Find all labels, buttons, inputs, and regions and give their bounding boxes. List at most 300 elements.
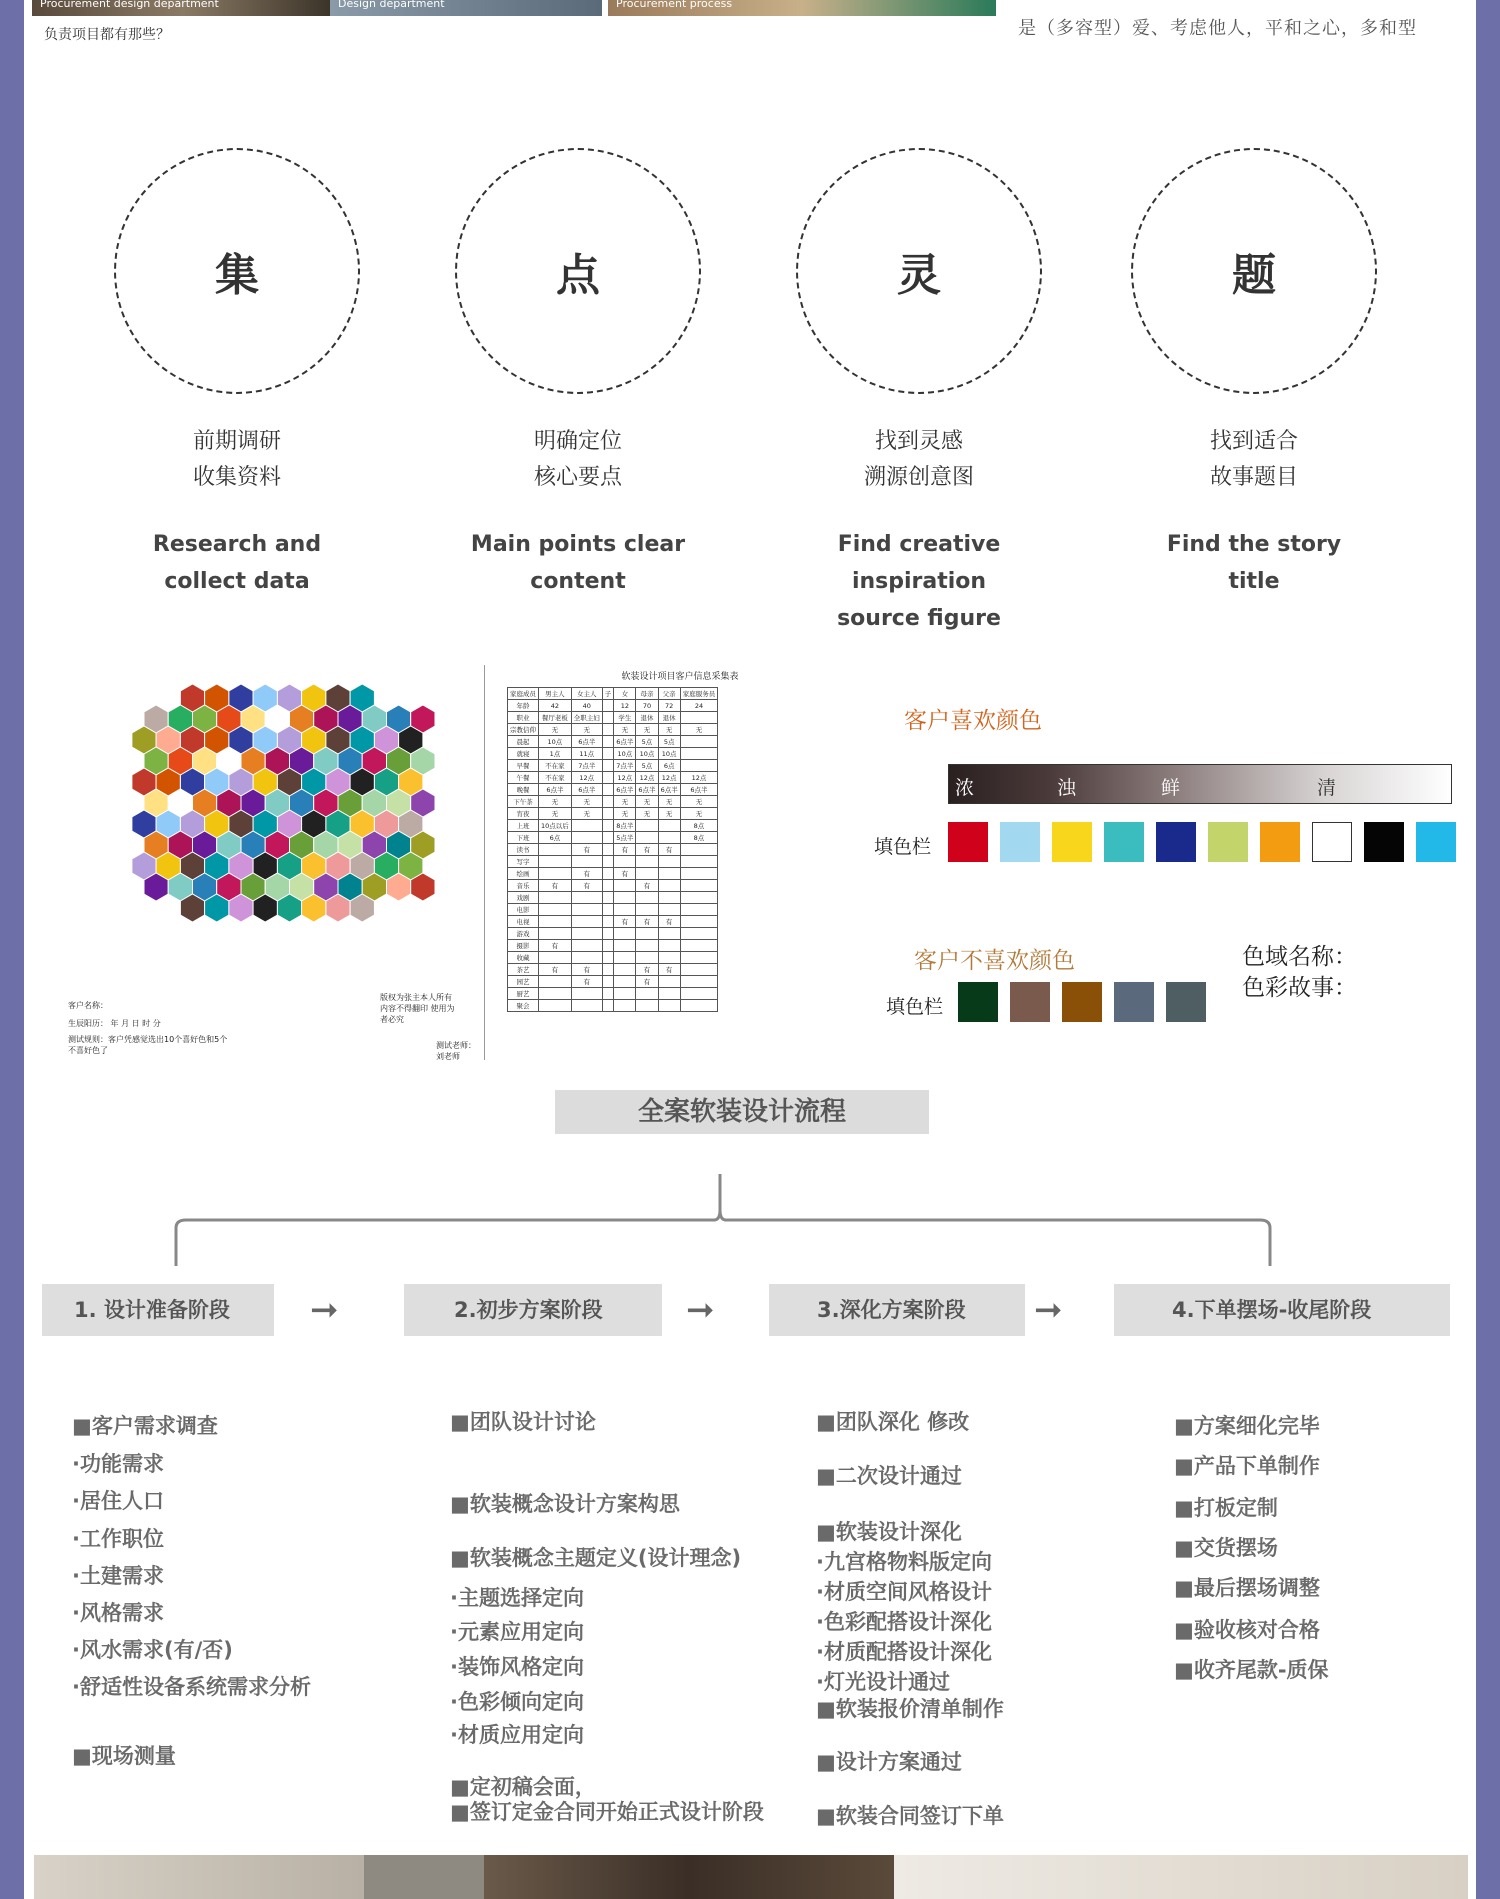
like-swatch: [1260, 822, 1300, 862]
list-item: ·元素应用定向: [450, 1620, 584, 1644]
form-cell: 10点: [539, 736, 572, 748]
form-cell: [658, 892, 680, 904]
list-item: ■验收核对合格: [1174, 1618, 1320, 1642]
form-cell: [680, 976, 718, 988]
form-cell: 6点半: [614, 784, 636, 796]
thumb-procurement-design: [32, 0, 334, 16]
form-cell: [658, 1000, 680, 1012]
list-item: ■定初稿会面，: [450, 1775, 596, 1799]
form-cell: [571, 832, 602, 844]
form-cell: 聚会: [508, 1000, 539, 1012]
stage-4: 4.下单摆场-收尾阶段: [1114, 1284, 1450, 1336]
form-cell: 有: [571, 964, 602, 976]
form-row: [508, 892, 718, 904]
like-swatch: [948, 822, 988, 862]
likes-title: 客户喜欢颜色: [904, 708, 1042, 734]
form-cell: [602, 796, 614, 808]
form-cell: 6点半: [571, 736, 602, 748]
form-cell: 7点半: [571, 760, 602, 772]
form-cell: 5点: [636, 760, 658, 772]
step-circle-collect: [114, 148, 360, 394]
list-item: ■软装概念设计方案构思: [450, 1492, 680, 1516]
form-cell: [602, 904, 614, 916]
dislike-swatch: [1166, 982, 1206, 1022]
process-title: 全案软装设计流程: [555, 1090, 929, 1134]
form-cell: [614, 880, 636, 892]
form-cell: [539, 1000, 572, 1012]
form-title: 软装设计项目客户信息采集表: [621, 672, 739, 682]
step-cn-text: 前期调研 收集资料: [192, 429, 281, 490]
list-item: ■二次设计通过: [816, 1464, 962, 1488]
form-cell: [602, 856, 614, 868]
grad-label: 鲜: [1161, 777, 1181, 799]
step-circle-point: [455, 148, 701, 394]
step-cn-text: 找到灵感 溯源创意图: [863, 429, 974, 490]
form-cell: 无: [680, 808, 718, 820]
thumb-caption: Procurement design department: [40, 0, 219, 10]
dislike-swatch: [958, 982, 998, 1022]
form-cell: [571, 928, 602, 940]
form-cell: 无: [571, 724, 602, 736]
dislikes-title: 客户不喜欢颜色: [914, 948, 1075, 974]
form-cell: [602, 976, 614, 988]
form-cell: [636, 832, 658, 844]
form-cell: [680, 856, 718, 868]
step-en-text: Find the story title: [1166, 532, 1342, 594]
form-cell: 有: [571, 868, 602, 880]
form-cell: [539, 904, 572, 916]
form-cell: 下班: [508, 832, 539, 844]
step-char: 灵: [897, 250, 941, 301]
form-cell: 早餐: [508, 760, 539, 772]
bottom-photo: [34, 1855, 364, 1899]
form-cell: 职业: [508, 712, 539, 724]
form-cell: 6点半: [658, 784, 680, 796]
form-cell: [602, 964, 614, 976]
form-cell: 6点半: [680, 784, 718, 796]
list-item: ·材质应用定向: [450, 1723, 584, 1747]
form-cell: 晨起: [508, 736, 539, 748]
hex-teacher: 测试老师：刘老师: [436, 1041, 476, 1061]
form-cell: [539, 952, 572, 964]
form-row: [508, 916, 718, 928]
form-cell: 无: [571, 796, 602, 808]
color-story-label: 色彩故事：: [1242, 975, 1357, 1001]
form-row: [508, 688, 718, 700]
form-cell: [680, 868, 718, 880]
bottom-photo: [484, 1855, 894, 1899]
form-row: [508, 832, 718, 844]
form-cell: 戏剧: [508, 892, 539, 904]
thumb-caption: Design department: [338, 0, 445, 10]
form-cell: 无: [614, 796, 636, 808]
form-cell: [602, 748, 614, 760]
bottom-photo: [364, 1855, 484, 1899]
form-cell: [614, 952, 636, 964]
form-cell: 无: [680, 796, 718, 808]
form-cell: 绘画: [508, 868, 539, 880]
form-row: [508, 820, 718, 832]
form-cell: 宗教信仰: [508, 724, 539, 736]
form-cell: 退休: [636, 712, 658, 724]
form-cell: [602, 832, 614, 844]
form-cell: [614, 904, 636, 916]
dislike-swatch: [1114, 982, 1154, 1022]
arrow-icon: ➞: [1034, 1290, 1063, 1330]
form-cell: 70: [636, 700, 658, 712]
list-item: ·主题选择定向: [450, 1586, 584, 1610]
form-cell: [636, 856, 658, 868]
form-cell: [658, 820, 680, 832]
form-cell: 6点半: [571, 784, 602, 796]
form-cell: [658, 952, 680, 964]
list-item: ■软装合同签订下单: [816, 1804, 1004, 1828]
page: [24, 0, 1476, 1899]
form-cell: 有: [658, 916, 680, 928]
form-cell: [614, 964, 636, 976]
like-swatch: [1208, 822, 1248, 862]
list-item: ■最后摆场调整: [1174, 1576, 1320, 1600]
form-cell: 下午茶: [508, 796, 539, 808]
form-cell: [636, 952, 658, 964]
grad-label: 浓: [955, 777, 975, 799]
step-en-text: Find creative inspiration source figure: [837, 532, 1001, 631]
form-cell: 10点: [636, 748, 658, 760]
form-cell: [539, 988, 572, 1000]
form-cell: [680, 916, 718, 928]
form-cell: [658, 880, 680, 892]
form-cell: 有: [636, 976, 658, 988]
form-cell: [602, 928, 614, 940]
form-cell: [571, 1000, 602, 1012]
form-cell: [602, 772, 614, 784]
form-cell: 12点: [571, 772, 602, 784]
form-cell: 1点: [539, 748, 572, 760]
form-cell: 无: [614, 808, 636, 820]
like-swatch: [1052, 822, 1092, 862]
form-row: [508, 880, 718, 892]
form-cell: [602, 820, 614, 832]
form-cell: 电影: [508, 904, 539, 916]
form-cell: [636, 820, 658, 832]
likes-fill-label: 填色栏: [874, 836, 932, 858]
form-cell: [680, 1000, 718, 1012]
form-row: [508, 808, 718, 820]
form-row: [508, 976, 718, 988]
form-cell: [571, 904, 602, 916]
form-cell: [636, 1000, 658, 1012]
form-cell: [539, 844, 572, 856]
step-cn-text: 明确定位 核心要点: [533, 429, 622, 490]
form-cell: [680, 736, 718, 748]
grad-label: 浊: [1057, 777, 1077, 799]
form-cell: 12点: [614, 772, 636, 784]
form-row: [508, 712, 718, 724]
form-cell: [602, 736, 614, 748]
list-item: ·风格需求: [72, 1601, 164, 1625]
form-cell: 游戏: [508, 928, 539, 940]
form-row: [508, 724, 718, 736]
grad-label: 清: [1317, 777, 1337, 799]
form-row: [508, 988, 718, 1000]
color-domain-fields: [1242, 942, 1357, 1004]
form-cell: 退休: [658, 712, 680, 724]
list-item: ·工作职位: [72, 1527, 164, 1551]
form-cell: [680, 940, 718, 952]
form-cell: 读书: [508, 844, 539, 856]
form-cell: [539, 928, 572, 940]
like-swatch: [1312, 822, 1352, 862]
form-row: [508, 736, 718, 748]
form-row: [508, 904, 718, 916]
list-item: ·土建需求: [72, 1564, 164, 1588]
form-cell: 8点: [680, 832, 718, 844]
form-cell: 摄影: [508, 940, 539, 952]
form-cell: 5点: [636, 736, 658, 748]
list-item: ·装饰风格定向: [450, 1655, 584, 1679]
stage-3: 3.深化方案阶段: [769, 1284, 1025, 1336]
form-cell: 7点半: [614, 760, 636, 772]
dislike-swatch-row: [958, 982, 1228, 1024]
step-circle-inspiration: [796, 148, 1042, 394]
form-cell: [614, 940, 636, 952]
form-cell: 有: [571, 976, 602, 988]
form-cell: 6点半: [614, 736, 636, 748]
form-cell: 6点: [658, 760, 680, 772]
dislike-swatch: [1062, 982, 1102, 1022]
form-row: [508, 1000, 718, 1012]
form-cell: [658, 976, 680, 988]
form-cell: [680, 952, 718, 964]
like-swatch-row: [948, 822, 1458, 864]
side-text: 是（多容型）爱、考虑他人，平和之心，多和型: [1018, 18, 1417, 39]
tone-gradient-bar: [948, 764, 1452, 804]
form-cell: 父亲: [658, 688, 680, 700]
list-item: ■客户需求调查: [72, 1414, 218, 1438]
list-item: ■产品下单制作: [1174, 1454, 1320, 1478]
form-cell: 无: [636, 796, 658, 808]
like-swatch: [1364, 822, 1404, 862]
form-cell: 6点半: [539, 784, 572, 796]
form-cell: 有: [539, 880, 572, 892]
form-cell: [636, 988, 658, 1000]
form-cell: [602, 868, 614, 880]
step-char: 点: [556, 250, 600, 301]
form-cell: 8点半: [614, 820, 636, 832]
form-cell: 家庭服务员: [680, 688, 718, 700]
like-swatch: [1104, 822, 1144, 862]
form-cell: 就寝: [508, 748, 539, 760]
form-cell: 12: [614, 700, 636, 712]
form-cell: 有: [636, 880, 658, 892]
arrow-icon: ➞: [310, 1290, 339, 1330]
form-cell: [680, 988, 718, 1000]
list-item: ■收齐尾款-质保: [1174, 1658, 1329, 1682]
form-cell: [602, 1000, 614, 1012]
list-item: ·九宫格物料版定向: [816, 1550, 992, 1574]
form-cell: 无: [539, 796, 572, 808]
process-brace: [174, 1170, 1294, 1270]
form-cell: 42: [539, 700, 572, 712]
form-cell: 无: [680, 724, 718, 736]
form-cell: 24: [680, 700, 718, 712]
thumb-procurement-process: [608, 0, 996, 16]
form-cell: [602, 880, 614, 892]
form-cell: [571, 916, 602, 928]
form-cell: 有: [614, 916, 636, 928]
form-row: [508, 748, 718, 760]
form-cell: 无: [658, 796, 680, 808]
form-cell: [636, 892, 658, 904]
form-row: [508, 772, 718, 784]
form-cell: 无: [658, 808, 680, 820]
form-cell: [571, 892, 602, 904]
form-cell: 无: [614, 724, 636, 736]
form-cell: [680, 760, 718, 772]
client-info-form: [484, 665, 875, 1060]
form-cell: 有: [636, 964, 658, 976]
form-cell: [658, 988, 680, 1000]
form-cell: [636, 940, 658, 952]
form-cell: [636, 928, 658, 940]
form-cell: 无: [571, 808, 602, 820]
form-row: [508, 928, 718, 940]
list-item: ■软装概念主题定义(设计理念): [450, 1546, 742, 1570]
stage-1: 1. 设计准备阶段: [42, 1284, 274, 1336]
form-cell: [602, 700, 614, 712]
form-cell: 男主人: [539, 688, 572, 700]
dislike-swatch: [1010, 982, 1050, 1022]
question-text: 负责项目都有那些？: [44, 27, 170, 43]
stage-2: 2.初步方案阶段: [404, 1284, 662, 1336]
form-cell: 有: [539, 964, 572, 976]
form-row: [508, 844, 718, 856]
form-cell: [658, 940, 680, 952]
list-item: ■打板定制: [1174, 1496, 1278, 1520]
form-cell: 有: [636, 844, 658, 856]
form-row: [508, 868, 718, 880]
thumb-design-department: [330, 0, 602, 16]
form-cell: [571, 856, 602, 868]
hex-copyright: 版权为张主本人所有 内容不得翻印 使用为者必究: [380, 993, 455, 1024]
form-cell: 音乐: [508, 880, 539, 892]
form-cell: 6点半: [636, 784, 658, 796]
form-cell: 有: [571, 880, 602, 892]
form-cell: [614, 856, 636, 868]
form-cell: [680, 892, 718, 904]
form-cell: 72: [658, 700, 680, 712]
form-cell: [539, 856, 572, 868]
form-table: [507, 687, 718, 1012]
form-cell: 不在家: [539, 772, 572, 784]
form-row: [508, 952, 718, 964]
form-cell: [539, 868, 572, 880]
list-item: ■设计方案通过: [816, 1750, 962, 1774]
form-cell: 写字: [508, 856, 539, 868]
hex-grid: [124, 680, 444, 980]
like-swatch: [1416, 822, 1456, 862]
list-item: ■交货摆场: [1174, 1536, 1278, 1560]
form-cell: [602, 916, 614, 928]
form-cell: [658, 832, 680, 844]
form-cell: 学生: [614, 712, 636, 724]
list-item: ·色彩配搭设计深化: [816, 1610, 992, 1634]
list-item: ·居住人口: [72, 1489, 164, 1513]
form-cell: 收藏: [508, 952, 539, 964]
form-cell: 有: [636, 916, 658, 928]
step-cn-text: 找到适合 故事题目: [1209, 429, 1298, 490]
form-cell: [602, 724, 614, 736]
form-cell: [680, 928, 718, 940]
list-item: ·色彩倾向定向: [450, 1690, 584, 1714]
form-cell: 不在家: [539, 760, 572, 772]
form-cell: [636, 868, 658, 880]
form-cell: [680, 712, 718, 724]
form-cell: [602, 712, 614, 724]
form-cell: 有: [658, 964, 680, 976]
form-cell: 5点: [658, 736, 680, 748]
list-item: ·灯光设计通过: [816, 1670, 950, 1694]
hex-birth: 生辰阳历： 年 月 日 时 分: [68, 1019, 161, 1028]
form-row: [508, 856, 718, 868]
form-cell: [614, 976, 636, 988]
form-row: [508, 784, 718, 796]
form-cell: 年龄: [508, 700, 539, 712]
form-cell: [614, 892, 636, 904]
form-cell: [614, 1000, 636, 1012]
form-cell: [680, 844, 718, 856]
form-cell: [658, 928, 680, 940]
form-cell: 无: [636, 724, 658, 736]
list-item: ■团队深化 修改: [816, 1410, 970, 1434]
form-cell: 园艺: [508, 976, 539, 988]
step-en-text: Research and collect data: [152, 532, 322, 594]
like-swatch: [1000, 822, 1040, 862]
step-circle-title: [1131, 148, 1377, 394]
form-cell: 10点: [614, 748, 636, 760]
form-cell: [680, 880, 718, 892]
list-item: ·风水需求(有/否): [72, 1638, 233, 1662]
form-cell: 无: [539, 808, 572, 820]
form-cell: [539, 976, 572, 988]
form-cell: 午餐: [508, 772, 539, 784]
form-cell: 女主人: [571, 688, 602, 700]
form-cell: 厨艺: [508, 988, 539, 1000]
list-item: ·材质配搭设计深化: [816, 1640, 992, 1664]
thumb-caption: Procurement process: [616, 0, 733, 10]
form-cell: 6点: [539, 832, 572, 844]
arrow-icon: ➞: [686, 1290, 715, 1330]
hex-client-name: 客户名称：: [68, 1001, 108, 1010]
list-item: ■签订定金合同开始正式设计阶段: [450, 1800, 764, 1824]
list-item: ·舒适性设备系统需求分析: [72, 1675, 311, 1699]
form-cell: [680, 964, 718, 976]
form-cell: [658, 904, 680, 916]
form-cell: 10点以后: [539, 820, 572, 832]
form-cell: 有: [539, 940, 572, 952]
form-cell: 12点: [636, 772, 658, 784]
hex-color-test-sheet: [64, 670, 476, 1061]
form-cell: 有: [614, 868, 636, 880]
hex-rule: 测试规则：客户凭感觉选出10个喜好色和5个不喜好色了: [68, 1035, 228, 1055]
list-item: ·材质空间风格设计: [816, 1580, 992, 1604]
list-item: ■现场测量: [72, 1744, 176, 1768]
form-cell: [680, 904, 718, 916]
form-cell: [614, 988, 636, 1000]
form-cell: [614, 928, 636, 940]
form-cell: 10点: [658, 748, 680, 760]
form-cell: 茶艺: [508, 964, 539, 976]
